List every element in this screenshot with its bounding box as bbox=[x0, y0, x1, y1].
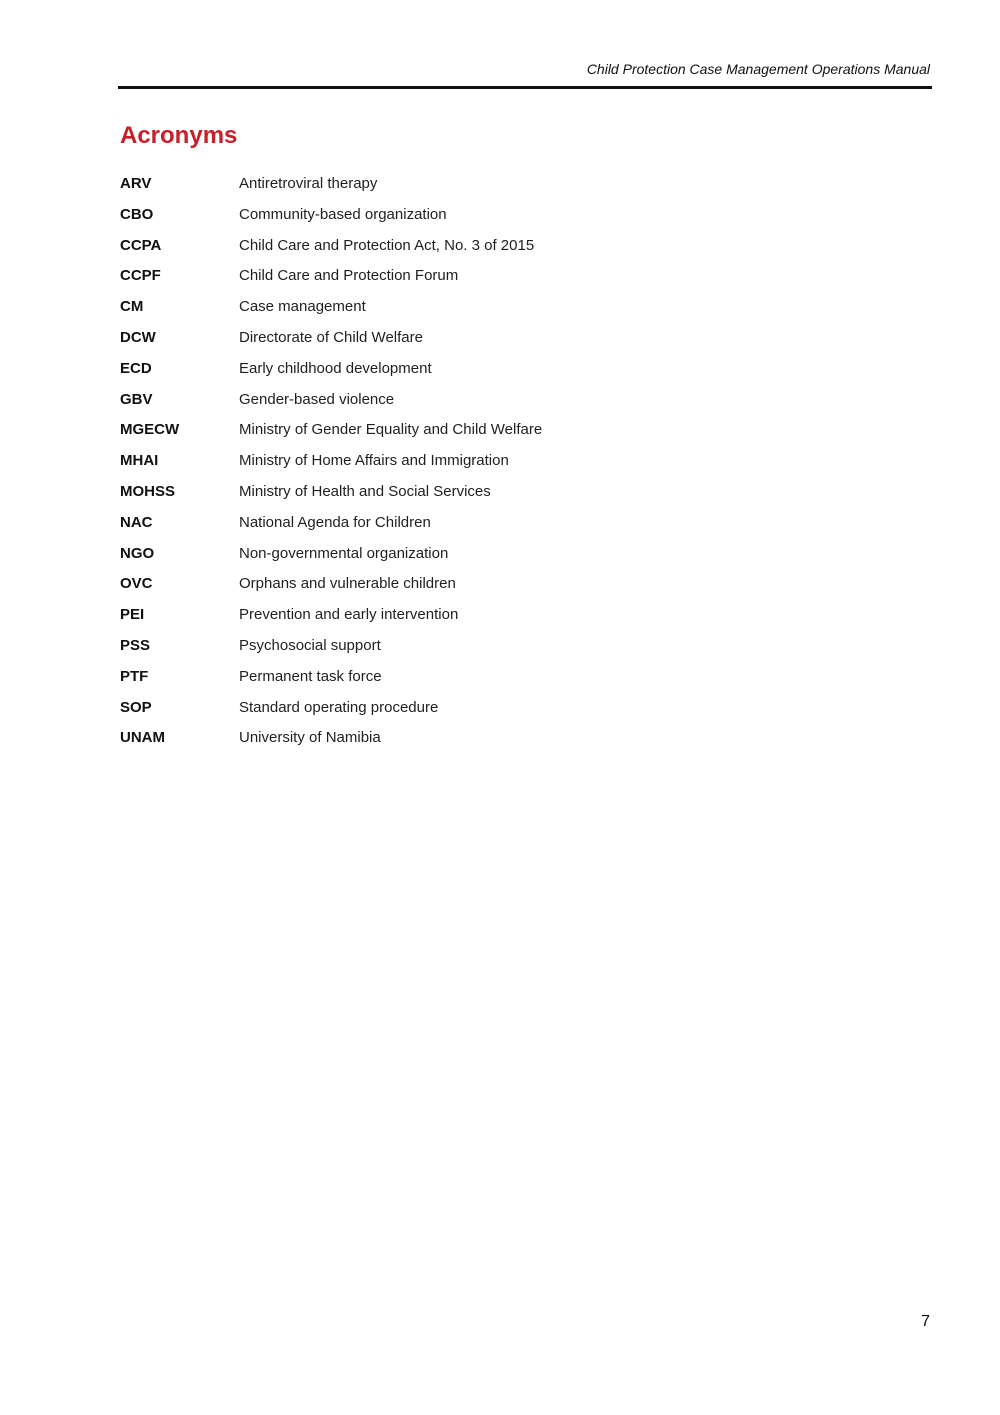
acronym-abbreviation: OVC bbox=[120, 575, 153, 593]
acronym-abbreviation: MOHSS bbox=[120, 482, 176, 500]
acronym-row bbox=[120, 481, 820, 512]
acronym-definition: Community-based organization bbox=[239, 205, 447, 223]
running-header-title: Child Protection Case Management Operations Manual bbox=[586, 61, 930, 77]
acronym-abbreviation: MHAI bbox=[120, 452, 159, 470]
acronym-definition: Ministry of Health and Social Services bbox=[239, 482, 491, 500]
acronym-definition: Psychosocial support bbox=[239, 636, 381, 654]
acronym-definition: Early childhood development bbox=[239, 359, 432, 377]
acronym-abbreviation: CCPF bbox=[120, 267, 161, 285]
acronym-definition: Permanent task force bbox=[239, 667, 382, 685]
header-divider bbox=[118, 86, 932, 89]
acronym-row bbox=[120, 358, 820, 389]
acronym-row bbox=[120, 543, 820, 574]
acronym-definition: Orphans and vulnerable children bbox=[239, 575, 456, 593]
acronym-abbreviation: NGO bbox=[120, 544, 155, 562]
page-title: Acronyms bbox=[120, 122, 238, 149]
acronym-row bbox=[120, 697, 820, 728]
acronym-row bbox=[120, 419, 820, 450]
acronym-row bbox=[120, 327, 820, 358]
acronym-row bbox=[120, 604, 820, 635]
acronym-abbreviation: GBV bbox=[120, 390, 153, 408]
acronym-list bbox=[120, 173, 820, 758]
acronym-definition: Ministry of Home Affairs and Immigration bbox=[239, 452, 509, 470]
acronym-abbreviation: SOP bbox=[120, 698, 152, 716]
acronym-row bbox=[120, 173, 820, 204]
acronym-definition: Non-governmental organization bbox=[239, 544, 449, 562]
acronym-abbreviation: PTF bbox=[120, 667, 149, 685]
acronym-abbreviation: UNAM bbox=[120, 729, 165, 747]
acronym-abbreviation: ECD bbox=[120, 359, 152, 377]
acronym-row bbox=[120, 389, 820, 420]
acronym-abbreviation: NAC bbox=[120, 513, 153, 531]
acronym-row bbox=[120, 512, 820, 543]
acronym-row bbox=[120, 204, 820, 235]
acronym-row bbox=[120, 573, 820, 604]
acronym-abbreviation: CCPA bbox=[120, 236, 162, 254]
acronym-abbreviation: PEI bbox=[120, 606, 145, 624]
acronym-definition: Antiretroviral therapy bbox=[239, 175, 378, 192]
acronym-abbreviation: CM bbox=[120, 298, 144, 316]
acronym-row bbox=[120, 235, 820, 266]
acronym-abbreviation: MGECW bbox=[120, 421, 180, 439]
acronym-abbreviation: CBO bbox=[120, 205, 154, 223]
acronym-row bbox=[120, 296, 820, 327]
acronym-row bbox=[120, 727, 820, 758]
acronym-row bbox=[120, 265, 820, 296]
acronym-definition: University of Namibia bbox=[239, 729, 381, 747]
acronym-definition: Gender-based violence bbox=[239, 390, 395, 408]
acronym-row bbox=[120, 450, 820, 481]
page-number: 7 bbox=[921, 1313, 930, 1330]
acronym-abbreviation: PSS bbox=[120, 636, 151, 654]
acronym-row bbox=[120, 635, 820, 666]
acronym-abbreviation: DCW bbox=[120, 328, 156, 346]
acronym-definition: Ministry of Gender Equality and Child Welfare bbox=[239, 421, 543, 439]
acronym-definition: Prevention and early intervention bbox=[239, 606, 459, 624]
acronym-abbreviation: ARV bbox=[120, 175, 152, 192]
acronym-definition: Case management bbox=[239, 298, 366, 316]
acronym-definition: Child Care and Protection Act, No. 3 of 2015 bbox=[239, 236, 535, 254]
acronym-definition: Child Care and Protection Forum bbox=[239, 267, 459, 285]
acronym-definition: Standard operating procedure bbox=[239, 698, 439, 716]
acronym-definition: National Agenda for Children bbox=[239, 513, 431, 531]
acronym-row bbox=[120, 666, 820, 697]
acronym-definition: Directorate of Child Welfare bbox=[239, 328, 423, 346]
